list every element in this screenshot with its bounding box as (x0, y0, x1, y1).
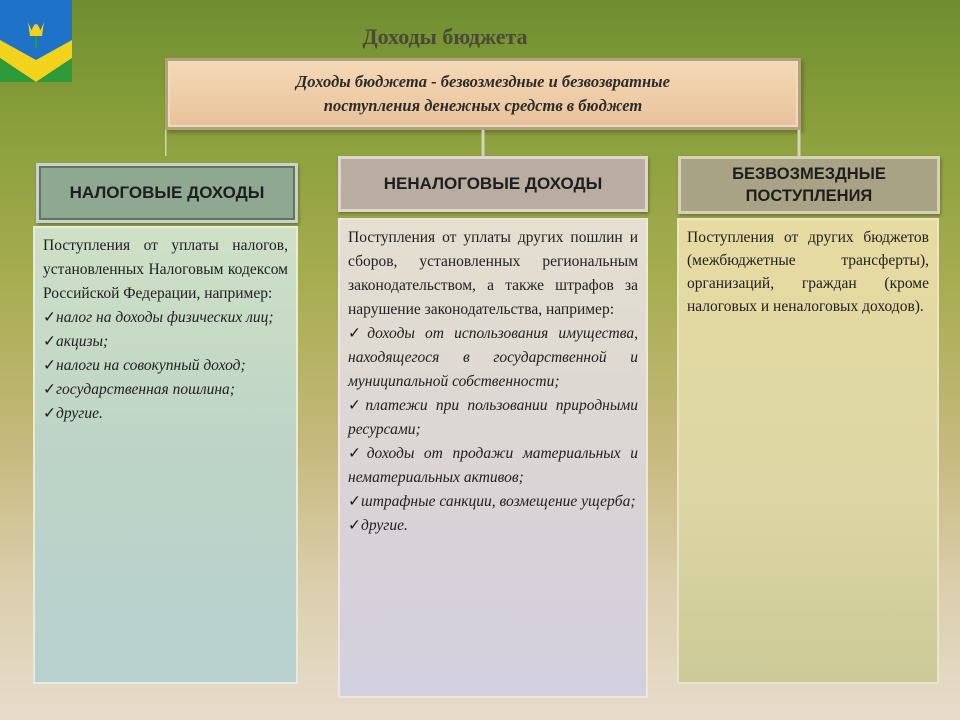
check-icon: ✓ (348, 445, 367, 462)
gratuitous-receipts-header (678, 156, 940, 214)
gratuitous-receipts-text: Поступления от других бюджетов (межбюджетные трансферты), организаций, граждан (кроме налоговых и неналоговых доходов). (687, 229, 929, 315)
non-tax-revenue-header: НЕНАЛОГОВЫЕ ДОХОДЫ (338, 156, 648, 212)
list-item-text: акцизы; (56, 333, 109, 350)
definition-line-1: Доходы бюджета - безвозмездные и безвозвратные (296, 72, 670, 91)
check-icon: ✓ (348, 493, 361, 510)
check-icon: ✓ (348, 397, 366, 414)
check-icon: ✓ (348, 325, 368, 342)
tax-revenue-intro: Поступления от уплаты налогов, установленных Налоговым кодексом Российской Федерации, например: (43, 237, 288, 302)
non-tax-revenue-panel (338, 218, 648, 698)
non-tax-revenue-list (348, 322, 638, 538)
tax-revenue-panel (33, 226, 298, 684)
list-item (348, 490, 638, 514)
list-item (43, 330, 288, 354)
check-icon: ✓ (43, 309, 56, 326)
gratuitous-receipts-panel (677, 218, 939, 684)
list-item-text: государственная пошлина; (56, 381, 235, 398)
check-icon: ✓ (348, 517, 361, 534)
list-item-text: штрафные санкции, возмещение ущерба; (361, 493, 636, 510)
list-item-text: другие. (56, 405, 103, 422)
list-item-text: другие. (361, 517, 408, 534)
list-item (348, 394, 638, 442)
non-tax-revenue-intro: Поступления от уплаты других пошлин и сборов, установленных региональным законодательством, а также штрафов за нарушение законодательства, например: (348, 229, 638, 318)
gratuitous-header-line-1: БЕЗВОЗМЕЗДНЫЕ (732, 165, 886, 183)
gratuitous-header-line-2: ПОСТУПЛЕНИЯ (745, 187, 873, 205)
list-item-text: доходы от продажи материальных и нематериальных активов; (348, 445, 638, 486)
list-item (348, 442, 638, 490)
list-item (43, 378, 288, 402)
list-item (43, 402, 288, 426)
list-item-text: доходы от использования имущества, находящегося в государственной и муниципальной собственности; (348, 325, 638, 390)
definition-box (165, 58, 801, 130)
check-icon: ✓ (43, 381, 56, 398)
list-item (348, 322, 638, 394)
tax-revenue-header-label: НАЛОГОВЫЕ ДОХОДЫ (39, 166, 295, 220)
list-item (43, 306, 288, 330)
check-icon: ✓ (43, 405, 56, 422)
list-item-text: налог на доходы физических лиц; (56, 309, 274, 326)
list-item (43, 354, 288, 378)
slide-title: Доходы бюджета (362, 24, 528, 49)
list-item-text: платежи при пользовании природными ресурсами; (348, 397, 638, 438)
tax-revenue-list (43, 306, 288, 426)
check-icon: ✓ (43, 357, 56, 374)
coat-of-arms-icon (0, 0, 72, 82)
list-item (348, 514, 638, 538)
definition-line-2: поступления денежных средств в бюджет (323, 96, 643, 115)
list-item-text: налоги на совокупный доход; (56, 357, 246, 374)
hierarchy-connector (165, 130, 801, 156)
check-icon: ✓ (43, 333, 56, 350)
tax-revenue-header (36, 163, 298, 223)
